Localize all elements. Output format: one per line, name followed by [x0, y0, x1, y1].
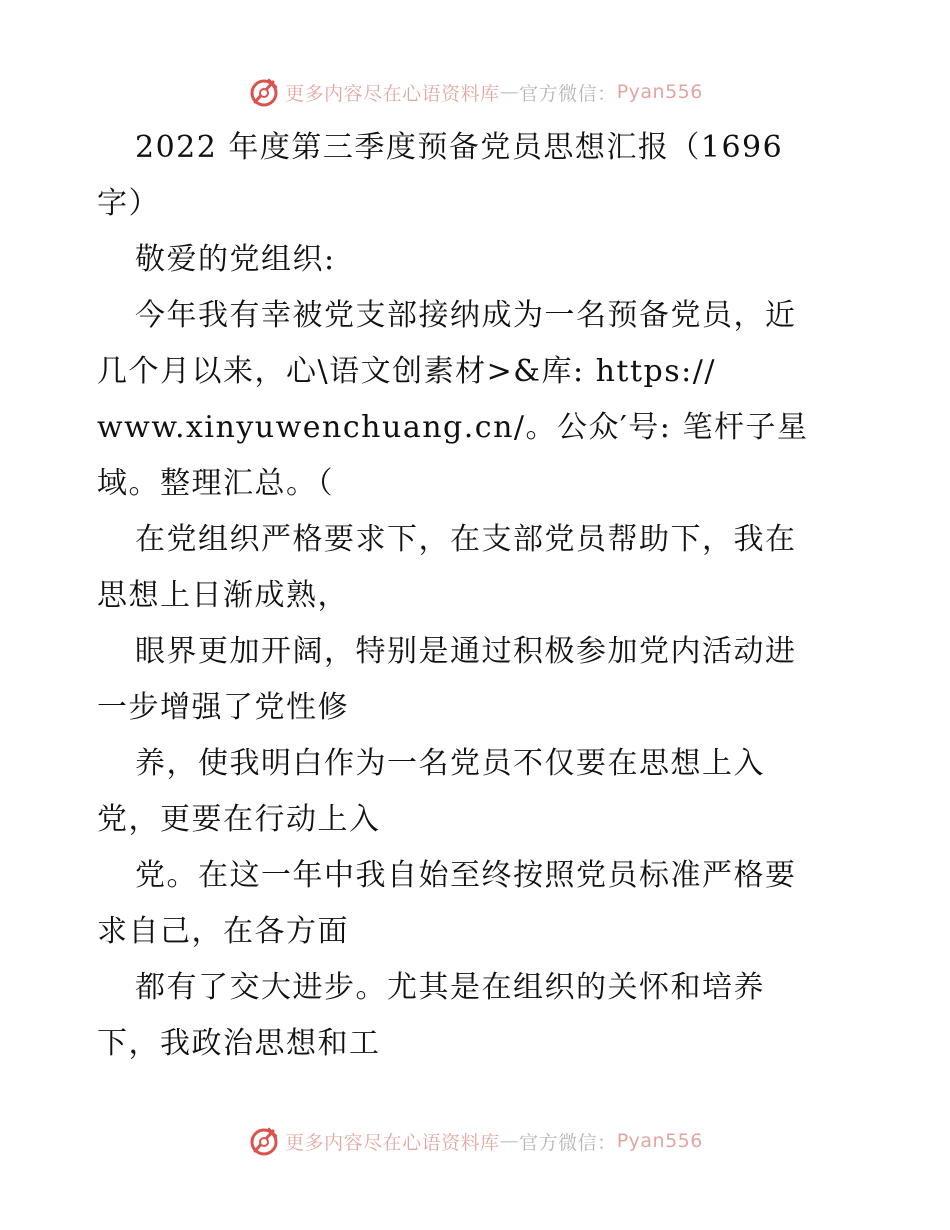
- banner-wechat-label: 官方微信：: [519, 1131, 617, 1154]
- body-line: www.xinyuwenchuang.cn/。公众′号: 笔杆子星: [97, 410, 809, 445]
- banner-separator: —: [499, 1130, 520, 1152]
- banner-wechat-label: 官方微信：: [519, 82, 617, 105]
- pen-swirl-logo-icon: [247, 1124, 281, 1158]
- footer-banner: [0, 1121, 950, 1161]
- pen-swirl-logo-icon: [247, 75, 281, 109]
- document-title-line-2: 字）: [97, 186, 160, 221]
- banner-separator: —: [499, 81, 520, 103]
- body-line: 养，使我明白作为一名党员不仅要在思想上入: [135, 746, 765, 781]
- body-line: 今年我有幸被党支部接纳成为一名预备党员，近: [135, 298, 797, 333]
- banner-promo-text: 更多内容尽在心语资料库: [285, 1131, 500, 1154]
- body-line: 都有了交大进步。尤其是在组织的关怀和培养: [135, 970, 765, 1005]
- body-line: 眼界更加开阔，特别是通过积极参加党内活动进: [135, 634, 797, 669]
- banner-promo-text: 更多内容尽在心语资料库: [285, 82, 500, 105]
- body-line: 域。整理汇总。（: [97, 466, 334, 501]
- body-line: 求自己，在各方面: [97, 914, 349, 949]
- body-line: 党。在这一年中我自始至终按照党员标准严格要: [135, 858, 797, 893]
- body-line: 在党组织严格要求下，在支部党员帮助下，我在: [135, 522, 797, 557]
- body-line: 一步增强了党性修: [97, 690, 349, 725]
- body-line: 几个月以来，心\语文创素材>&库: https://: [97, 354, 716, 389]
- body-line: 思想上日渐成熟，: [97, 578, 349, 613]
- header-banner: [0, 72, 950, 112]
- document-body: [97, 120, 857, 1072]
- banner-wechat-id: Pyan556: [616, 81, 703, 103]
- body-line: 下，我政治思想和工: [97, 1026, 381, 1061]
- salutation: 敬爱的党组织:: [135, 242, 336, 277]
- banner-wechat-id: Pyan556: [616, 1130, 703, 1152]
- body-line: 党，更要在行动上入: [97, 802, 381, 837]
- document-title-line-1: 2022 年度第三季度预备党员思想汇报（1696: [135, 130, 784, 165]
